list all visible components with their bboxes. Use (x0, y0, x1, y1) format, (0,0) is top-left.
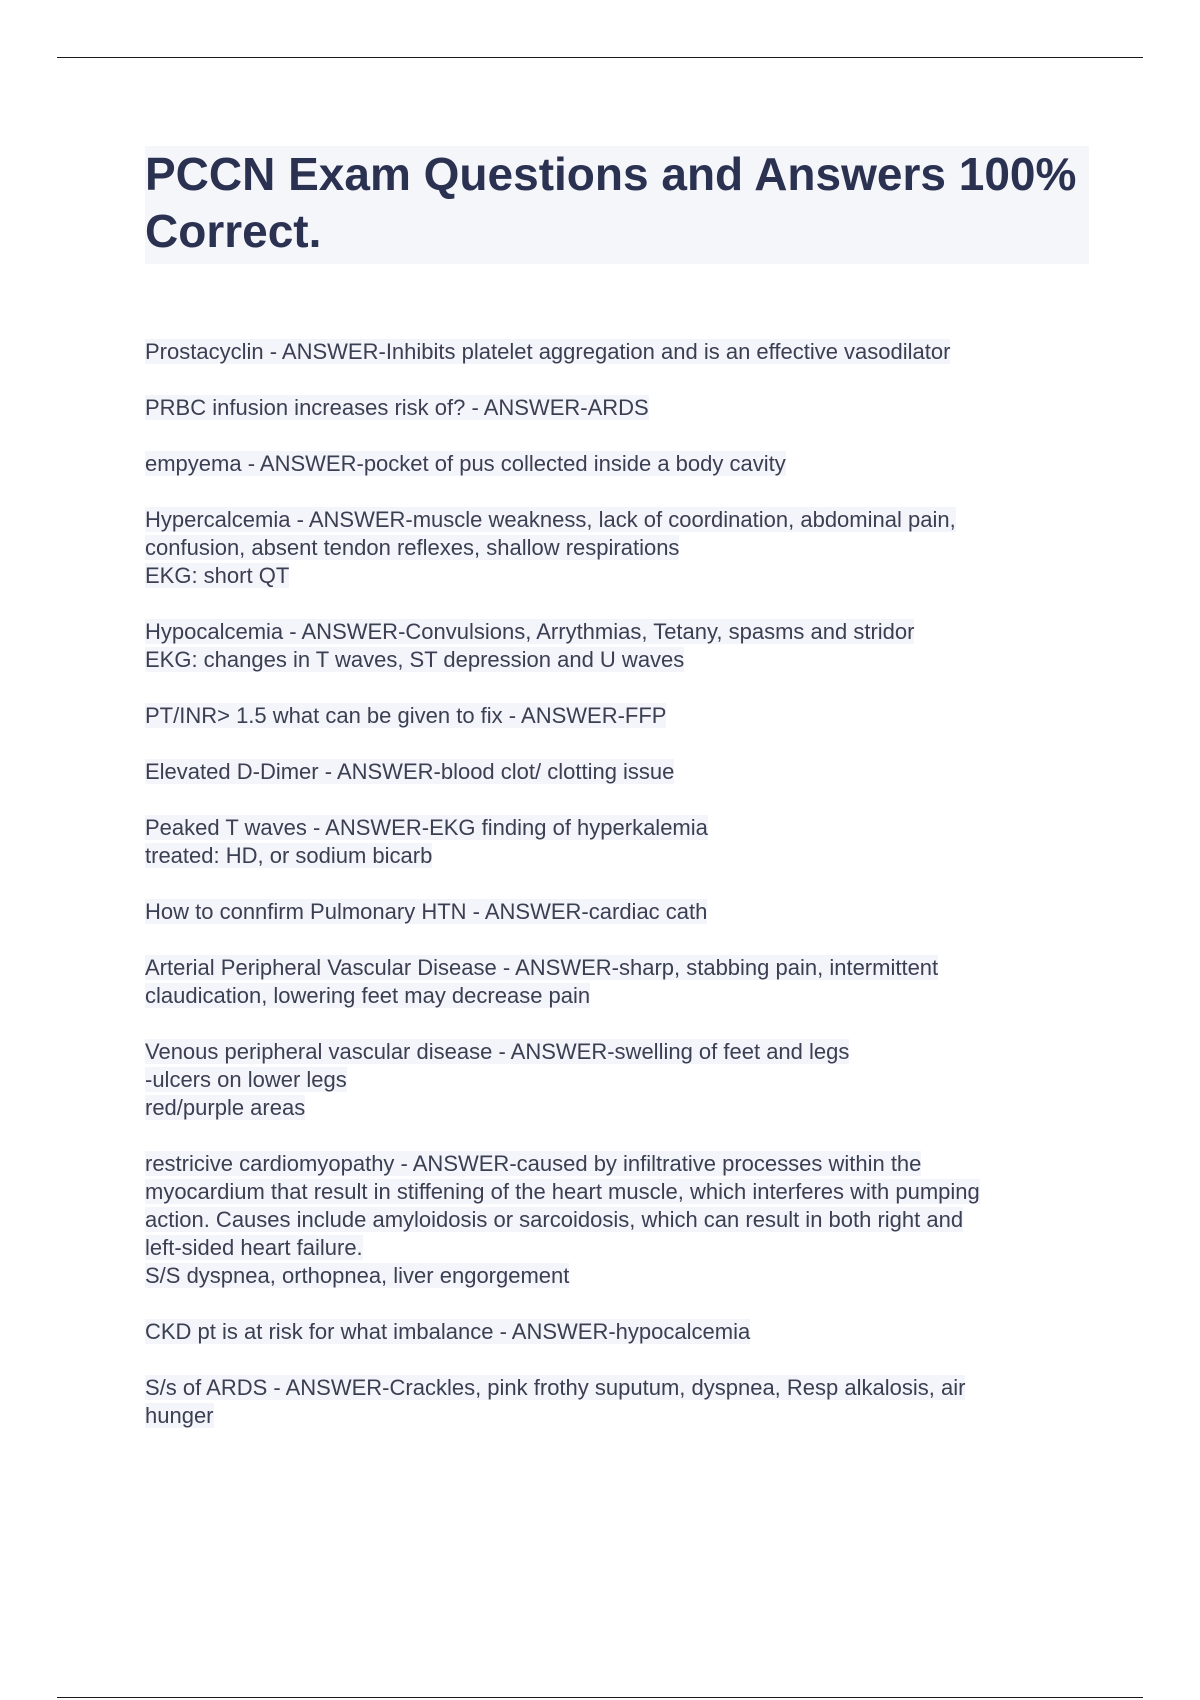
qa-item (145, 506, 1075, 590)
qa-item (145, 618, 1075, 674)
qa-line-text: myocardium that result in stiffening of the heart muscle, which interferes with pumping (145, 1179, 980, 1204)
qa-line (145, 954, 1075, 982)
qa-line (145, 982, 1075, 1010)
qa-line-text: restricive cardiomyopathy - ANSWER-caused by infiltrative processes within the (145, 1151, 922, 1176)
qa-item (145, 394, 1075, 422)
qa-line (145, 814, 1075, 842)
qa-line (145, 1402, 1075, 1430)
qa-line-text: action. Causes include amyloidosis or sarcoidosis, which can result in both right and (145, 1207, 964, 1232)
qa-line (145, 506, 1075, 534)
qa-line (145, 562, 1075, 590)
qa-line-text: S/S dyspnea, orthopnea, liver engorgement (145, 1263, 570, 1288)
qa-list (145, 338, 1075, 1458)
qa-line (145, 1066, 1075, 1094)
qa-line-text: left-sided heart failure. (145, 1235, 363, 1260)
qa-line (145, 842, 1075, 870)
qa-item (145, 954, 1075, 1010)
qa-line (145, 618, 1075, 646)
qa-item (145, 1318, 1075, 1346)
qa-line (145, 1178, 1075, 1206)
qa-item (145, 1150, 1075, 1290)
qa-line (145, 338, 1075, 366)
qa-line (145, 1094, 1075, 1122)
qa-line (145, 646, 1075, 674)
qa-item (145, 814, 1075, 870)
qa-line (145, 1038, 1075, 1066)
qa-line-text: How to connfirm Pulmonary HTN - ANSWER-cardiac cath (145, 899, 708, 924)
qa-item (145, 702, 1075, 730)
qa-line-text: hunger (145, 1403, 214, 1428)
qa-item (145, 1374, 1075, 1430)
qa-line-text: Arterial Peripheral Vascular Disease - ANSWER-sharp, stabbing pain, intermittent (145, 955, 939, 980)
qa-item (145, 338, 1075, 366)
qa-line (145, 1234, 1075, 1262)
qa-line-text: Peaked T waves - ANSWER-EKG finding of hyperkalemia (145, 815, 708, 840)
qa-line-text: treated: HD, or sodium bicarb (145, 843, 433, 868)
qa-line-text: EKG: short QT (145, 563, 290, 588)
qa-line-text: red/purple areas (145, 1095, 306, 1120)
qa-line (145, 1318, 1075, 1346)
qa-line-text: EKG: changes in T waves, ST depression and U waves (145, 647, 685, 672)
qa-line (145, 394, 1075, 422)
qa-line-text: Hypocalcemia - ANSWER-Convulsions, Arrythmias, Tetany, spasms and stridor (145, 619, 915, 644)
qa-line-text: empyema - ANSWER-pocket of pus collected inside a body cavity (145, 451, 786, 476)
qa-line (145, 1262, 1075, 1290)
qa-line-text: Venous peripheral vascular disease - ANSWER-swelling of feet and legs (145, 1039, 850, 1064)
qa-line-text: CKD pt is at risk for what imbalance - ANSWER-hypocalcemia (145, 1319, 751, 1344)
bottom-divider (57, 1697, 1143, 1698)
qa-line-text: Prostacyclin - ANSWER-Inhibits platelet aggregation and is an effective vasodilator (145, 339, 951, 364)
qa-line-text: S/s of ARDS - ANSWER-Crackles, pink frothy suputum, dyspnea, Resp alkalosis, air (145, 1375, 966, 1400)
qa-line-text: Elevated D-Dimer - ANSWER-blood clot/ clotting issue (145, 759, 675, 784)
qa-line (145, 450, 1075, 478)
document-title: PCCN Exam Questions and Answers 100% Correct. (145, 148, 1077, 257)
qa-item (145, 450, 1075, 478)
qa-line-text: claudication, lowering feet may decrease pain (145, 983, 591, 1008)
qa-line (145, 534, 1075, 562)
qa-line (145, 758, 1075, 786)
qa-line-text: PT/INR> 1.5 what can be given to fix - ANSWER-FFP (145, 703, 667, 728)
qa-item (145, 758, 1075, 786)
qa-line-text: PRBC infusion increases risk of? - ANSWER-ARDS (145, 395, 649, 420)
qa-line-text: confusion, absent tendon reflexes, shallow respirations (145, 535, 680, 560)
top-divider (57, 57, 1143, 58)
qa-item (145, 898, 1075, 926)
qa-line (145, 1206, 1075, 1234)
title-block (145, 146, 1089, 264)
qa-item (145, 1038, 1075, 1122)
qa-line (145, 898, 1075, 926)
qa-line (145, 702, 1075, 730)
qa-line-text: Hypercalcemia - ANSWER-muscle weakness, lack of coordination, abdominal pain, (145, 507, 956, 532)
qa-line (145, 1150, 1075, 1178)
qa-line-text: -ulcers on lower legs (145, 1067, 347, 1092)
qa-line (145, 1374, 1075, 1402)
